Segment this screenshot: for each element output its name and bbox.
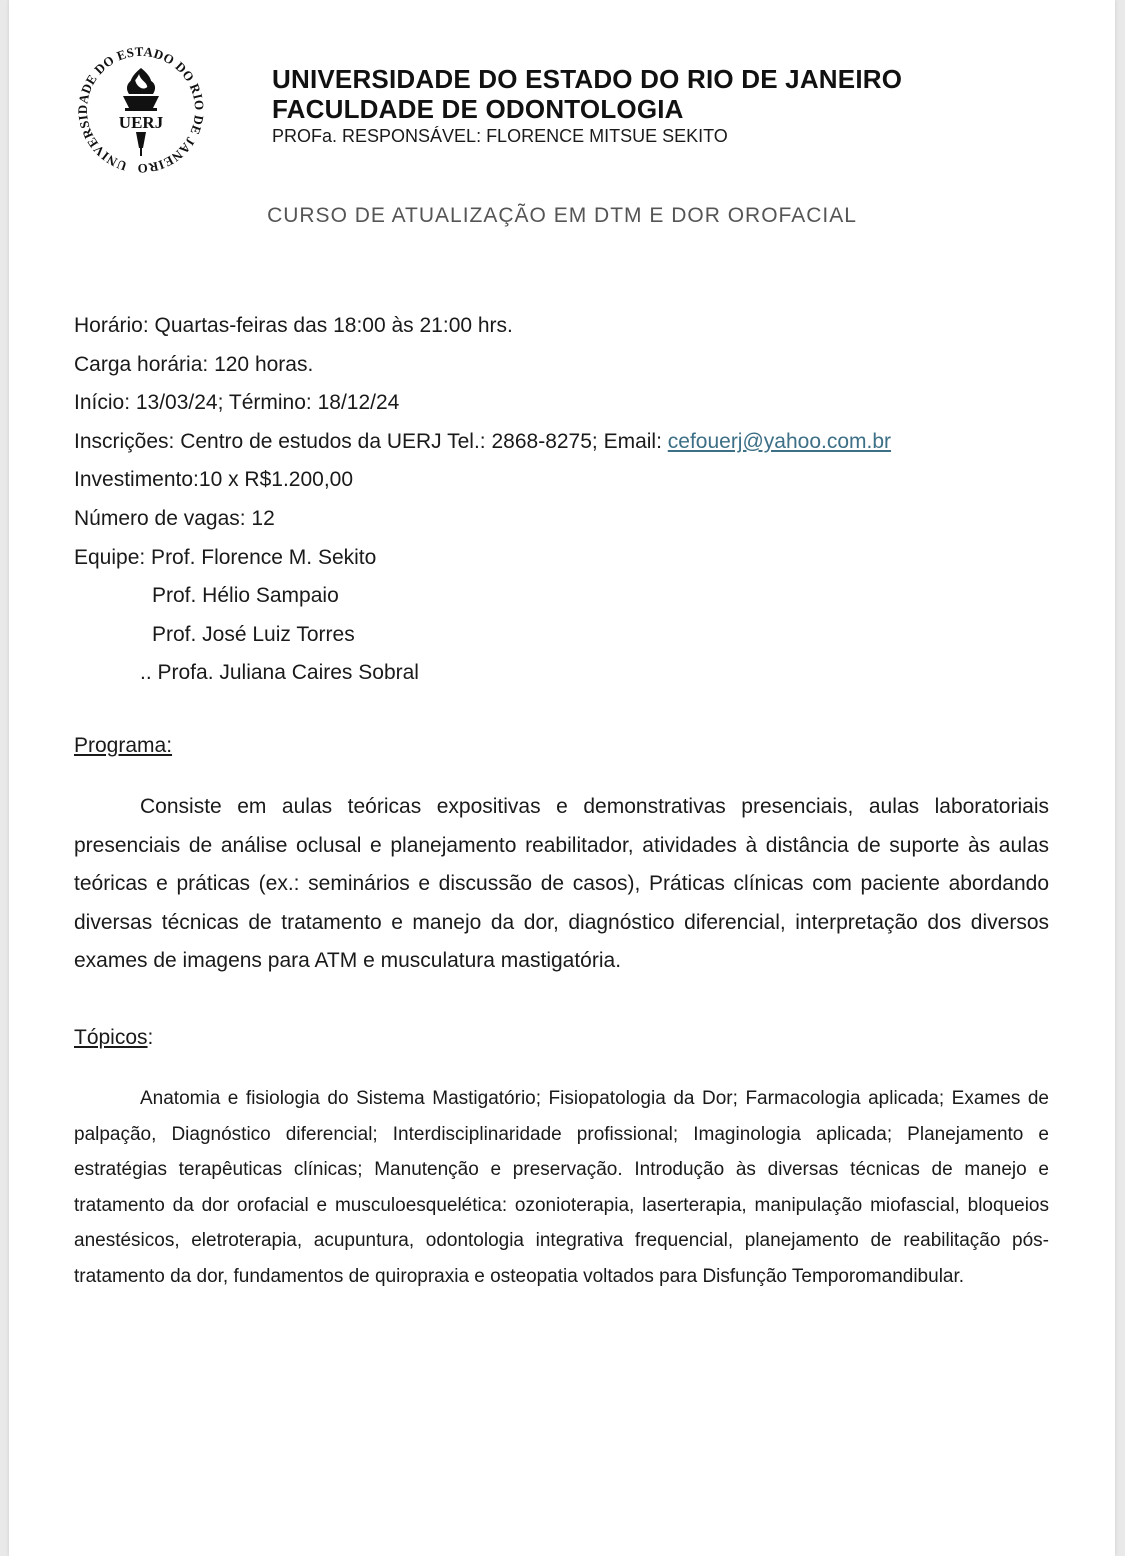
document-page — [9, 0, 1115, 1556]
registration-text: Inscrições: Centro de estudos da UERJ Tel.: 2868-8275; Email: — [74, 429, 668, 453]
university-name: UNIVERSIDADE DO ESTADO DO RIO DE JANEIRO — [272, 64, 903, 94]
course-title: CURSO DE ATUALIZAÇÃO EM DTM E DOR OROFACIAL — [267, 204, 857, 227]
investment-line: Investimento:10 x R$1.200,00 — [74, 468, 354, 492]
registration-line — [74, 423, 891, 462]
team-line: Equipe: Prof. Florence M. Sekito — [74, 545, 377, 569]
uerj-seal-logo — [71, 38, 211, 180]
email-link[interactable]: cefouerj@yahoo.com.br — [667, 429, 892, 453]
vacancies-line: Número de vagas: 12 — [74, 506, 275, 530]
topics-paragraph — [74, 1081, 1049, 1294]
topics-heading-wrap — [74, 1026, 153, 1050]
topics-heading-colon: : — [147, 1026, 154, 1049]
workload-line: Carga horária: 120 horas. — [74, 352, 314, 376]
dates-line: Início: 13/03/24; Término: 18/12/24 — [74, 391, 400, 415]
faculty-name: FACULDADE DE ODONTOLOGIA — [272, 94, 684, 124]
svg-text:UNIVERSIDADE DO ESTADO DO RIO: UNIVERSIDADE DO ESTADO DO RIO DE JANEIRO — [74, 43, 208, 177]
schedule-line: Horário: Quartas-feiras das 18:00 às 21:00 hrs. — [74, 314, 513, 337]
program-heading: Programa: — [74, 734, 173, 757]
program-paragraph — [74, 788, 1049, 981]
course-info — [74, 307, 891, 693]
team-member: .. Profa. Juliana Caires Sobral — [140, 661, 419, 685]
document-header — [272, 64, 902, 147]
team-member: Prof. Hélio Sampaio — [152, 584, 339, 608]
program-text: Consiste em aulas teóricas expositivas e demonstrativas presenciais, aulas laboratoriais presenciais de análise oclusal e planejamento reabilitador, atividades à distância de suporte às aulas teóricas e práticas (ex.: seminários e discussão de casos), Práticas clínicas com paciente abordando diversas técnicas de tratamento e manejo da dor, diagnóstico diferencial, interpretação dos diversos exames de imagens para ATM e musculatura mastigatória. — [74, 795, 1049, 973]
topics-heading: Tópicos — [74, 1026, 148, 1049]
responsible-professor: PROFa. RESPONSÁVEL: FLORENCE MITSUE SEKITO — [272, 126, 728, 146]
topics-text: Anatomia e fisiologia do Sistema Mastigatório; Fisiopatologia da Dor; Farmacologia aplicada; Exames de palpação, Diagnóstico diferencial; Interdisciplinaridade profissional; Imaginologia aplicada; Planejamento e estratégias terapêuticas clínicas; Manutenção e preservação. Introdução às diversas técnicas de manejo e tratamento da dor orofacial e musculoesquelética: ozonioterapia, laserterapia, manipulação miofascial, bloqueios anestésicos, eletroterapia, acupuntura, odontologia integrativa frequencial, planejamento de reabilitação pós-tratamento da dor, fundamentos de quiropraxia e osteopatia voltados para Disfunção Temporomandibular. — [74, 1088, 1049, 1287]
team-member: Prof. José Luiz Torres — [152, 622, 355, 646]
seal-name-text: UERJ — [118, 113, 164, 132]
